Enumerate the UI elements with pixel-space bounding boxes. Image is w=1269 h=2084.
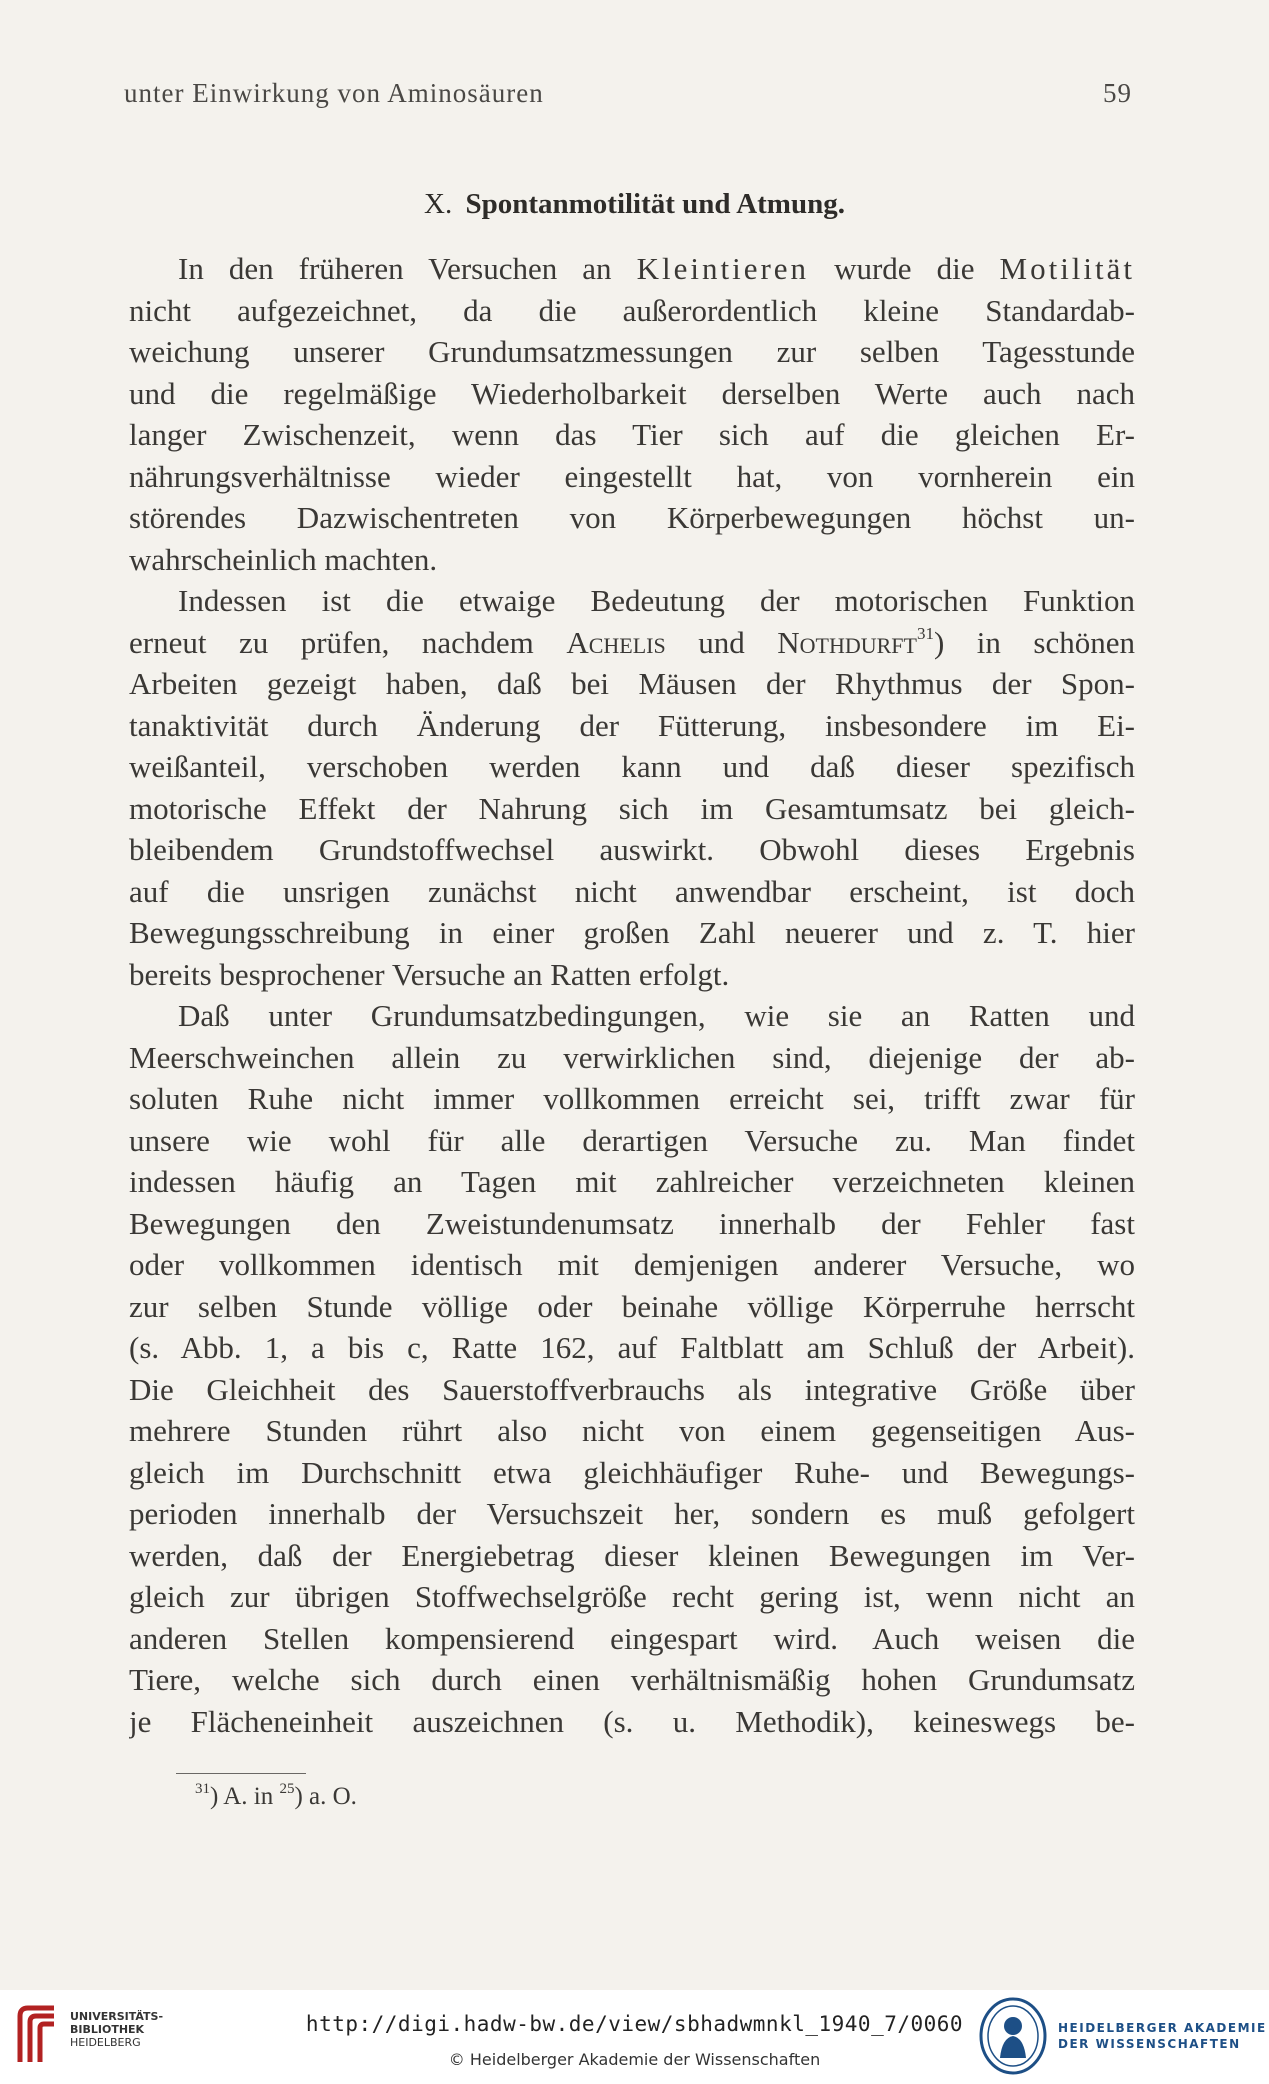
text-line: perioden innerhalb der Versuchszeit her, sondern es muß gefolgert xyxy=(129,1496,1135,1531)
text-line: oder vollkommen identisch mit demjenigen anderer Versuche, wo xyxy=(129,1247,1135,1282)
text-line: Die Gleichheit des Sauerstoffverbrauchs als integrative Größe über xyxy=(129,1371,1135,1407)
page-number: 59 xyxy=(1103,78,1132,108)
text-line: tanaktivität durch Änderung der Fütterung, insbesondere im Ei- xyxy=(129,707,1135,743)
footnote-mark: 31 xyxy=(195,1781,210,1797)
text-line: weißanteil, verschoben werden kann und daß dieser spezifisch xyxy=(129,749,1135,784)
academy-name: HEIDELBERGER AKADEMIE DER WISSENSCHAFTEN xyxy=(1058,2021,1267,2051)
author-name: Achelis xyxy=(566,624,666,660)
text-line: In den früheren Versuchen an Kleintieren wurde die Motilität xyxy=(178,251,1135,286)
footer-bar xyxy=(0,1990,1269,2084)
text-line: erneut zu prüfen, nachdem Achelis und Nothdurft$^{31}$) in schönen xyxy=(129,623,1135,660)
text-line: Daß unter Grundumsatzbedingungen, wie sie an Ratten und xyxy=(178,998,1135,1033)
text-line: Bewegungsschreibung in einer großen Zahl neuerer und z. T. hier xyxy=(129,915,1135,950)
permalink-url[interactable]: http://digi.hadw-bw.de/view/sbhadwmnkl_1940_7/0060 xyxy=(305,2012,964,2036)
text-line: wahrscheinlich machten. xyxy=(129,541,438,577)
text-line: Indessen ist die etwaige Bedeutung der motorischen Funktion xyxy=(178,583,1135,618)
text-line: zur selben Stunde völlige oder beinahe völlige Körperruhe herrscht xyxy=(129,1288,1135,1324)
text-line: gleich im Durchschnitt etwa gleichhäufiger Ruhe- und Bewegungs- xyxy=(129,1454,1135,1490)
academy-seal-icon xyxy=(978,1996,1048,2076)
copyright-notice: © Heidelberger Akademie der Wissenschaften xyxy=(448,2050,821,2069)
text-line: soluten Ruhe nicht immer vollkommen erreicht sei, trifft zwar für xyxy=(129,1081,1135,1116)
text-line: Arbeiten gezeigt haben, daß bei Mäusen der Rhythmus der Spon- xyxy=(129,666,1135,701)
section-title: Spontanmotilität und Atmung. xyxy=(465,188,845,220)
footnote-ref: 31 xyxy=(916,623,934,643)
library-name: UNIVERSITÄTS- BIBLIOTHEK HEIDELBERG xyxy=(70,2010,164,2049)
text-line: je Flächeneinheit auszeichnen (s. u. Methodik), keineswegs be- xyxy=(129,1703,1135,1739)
text-line: nährungsverhältnisse wieder eingestellt hat, von vornherein ein xyxy=(129,458,1135,494)
text-line: nicht aufgezeichnet, da die außerordentlich kleine Standardab- xyxy=(129,292,1135,328)
section-heading xyxy=(0,188,1269,221)
text-line: langer Zwischenzeit, wenn das Tier sich auf die gleichen Er- xyxy=(129,417,1135,452)
text-line: bereits besprochener Versuche an Ratten erfolgt. xyxy=(129,956,730,992)
author-name: Nothdurft xyxy=(777,624,917,660)
footnote-divider xyxy=(176,1773,306,1774)
text-line: störendes Dazwischentreten von Körperbewegungen höchst un- xyxy=(129,500,1135,535)
text-line: und die regelmäßige Wiederholbarkeit derselben Werte auch nach xyxy=(129,375,1135,411)
text-line: bleibendem Grundstoffwechsel auswirkt. Obwohl dieses Ergebnis xyxy=(129,832,1135,867)
text-line: gleich zur übrigen Stoffwechselgröße recht gering ist, wenn nicht an xyxy=(129,1579,1135,1614)
text-line: Meerschweinchen allein zu verwirklichen sind, diejenige der ab- xyxy=(129,1039,1135,1075)
text-line: auf die unsrigen zunächst nicht anwendbar erscheint, ist doch xyxy=(129,873,1135,909)
text-line: Tiere, welche sich durch einen verhältnismäßig hohen Grundumsatz xyxy=(129,1662,1135,1697)
text-line: (s. Abb. 1, a bis c, Ratte 162, auf Faltblatt am Schluß der Arbeit). xyxy=(129,1330,1135,1365)
text-line: anderen Stellen kompensierend eingespart wird. Auch weisen die xyxy=(129,1620,1135,1656)
footnote: $^{31}$) A. in $^{25}$) a. O. xyxy=(195,1781,357,1810)
text-line: mehrere Stunden rührt also nicht von einem gegenseitigen Aus- xyxy=(129,1413,1135,1448)
text-line: indessen häufig an Tagen mit zahlreicher verzeichneten kleinen xyxy=(129,1164,1135,1199)
body-text xyxy=(129,248,1135,1742)
running-title: unter Einwirkung von Aminosäuren xyxy=(124,78,544,108)
text-line: werden, daß der Energiebetrag dieser kleinen Bewegungen im Ver- xyxy=(129,1537,1135,1573)
section-number: X. xyxy=(424,188,453,220)
text-line: Bewegungen den Zweistundenumsatz innerhalb der Fehler fast xyxy=(129,1205,1135,1241)
text-line: motorische Effekt der Nahrung sich im Gesamtumsatz bei gleich- xyxy=(129,790,1135,826)
text-line: unsere wie wohl für alle derartigen Versuche zu. Man findet xyxy=(129,1122,1135,1158)
footnote-ref: 25 xyxy=(279,1781,295,1797)
text-line: weichung unserer Grundumsatzmessungen zur selben Tagesstunde xyxy=(129,334,1135,369)
